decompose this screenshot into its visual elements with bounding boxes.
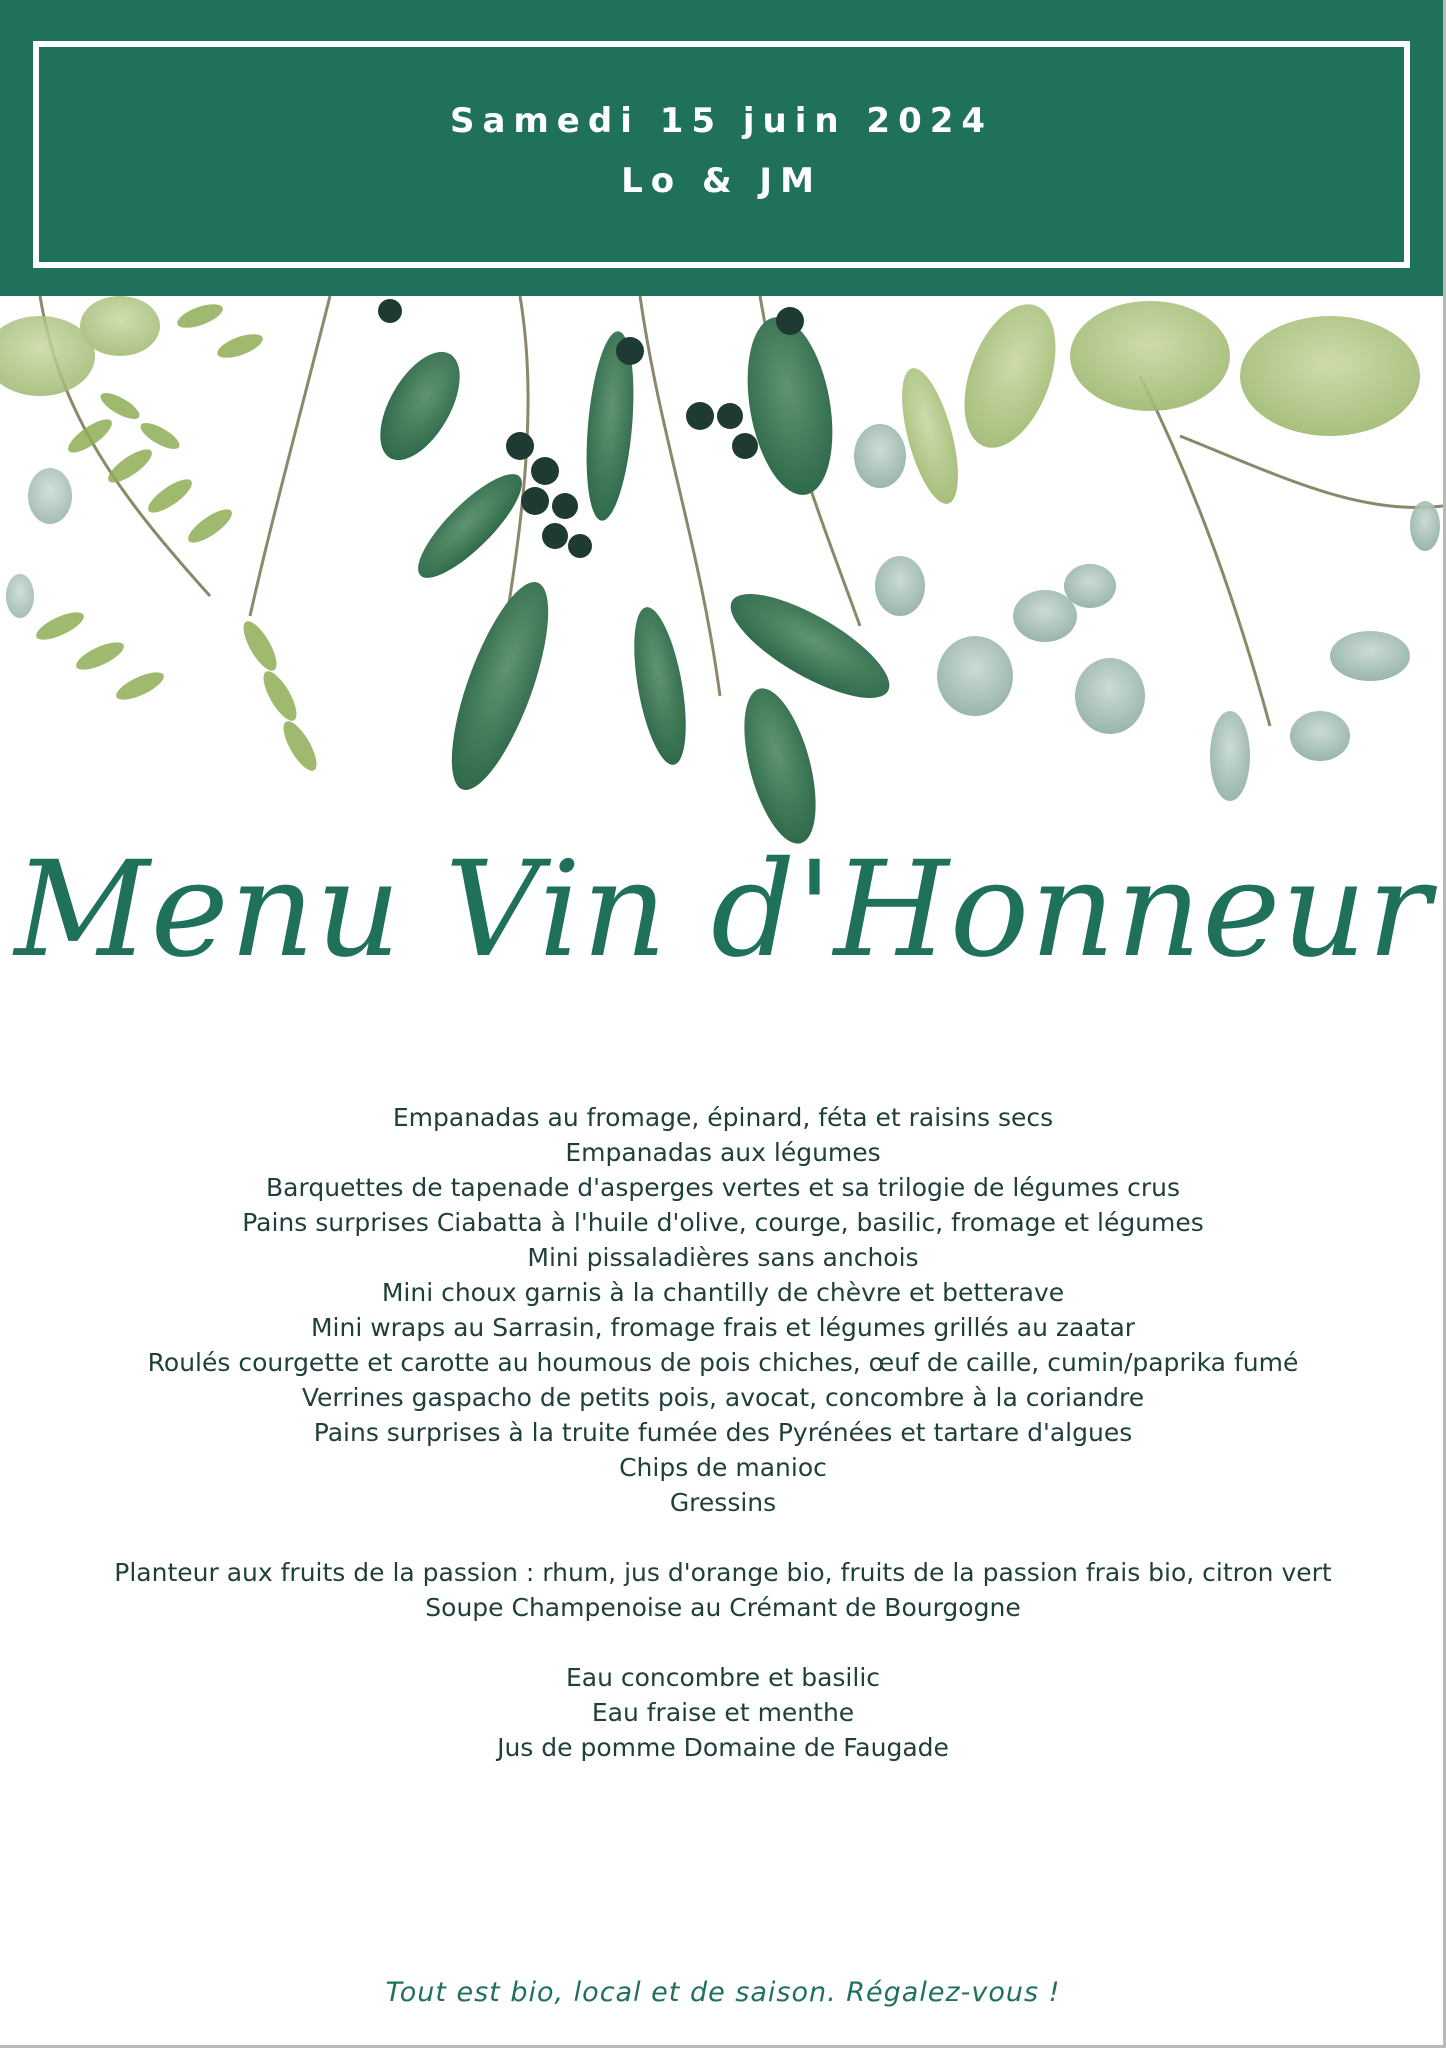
menu-item: Mini wraps au Sarrasin, fromage frais et légumes grillés au zaatar xyxy=(310,1313,1136,1342)
menu-list xyxy=(0,1100,1446,1765)
menu-item: Barquettes de tapenade d'asperges vertes et sa trilogie de légumes crus xyxy=(266,1173,1180,1202)
menu-item: Eau concombre et basilic xyxy=(565,1663,881,1692)
cocktail-items xyxy=(0,1555,1446,1625)
menu-item: Jus de pomme Domaine de Faugade xyxy=(497,1733,949,1762)
menu-item: Planteur aux fruits de la passion : rhum, jus d'orange bio, fruits de la passion frais bio, citron vert xyxy=(114,1558,1332,1587)
menu-item: Gressins xyxy=(669,1488,777,1517)
food-items xyxy=(0,1100,1446,1520)
couple-names: Lo & JM xyxy=(621,161,822,201)
soft-drink-items xyxy=(0,1660,1446,1765)
watercolor-foliage-illustration xyxy=(0,296,1443,856)
menu-item: Soupe Champenoise au Crémant de Bourgogne xyxy=(425,1593,1021,1622)
menu-item: Mini choux garnis à la chantilly de chèvre et betterave xyxy=(381,1278,1065,1307)
footer-note: Tout est bio, local et de saison. Régalez-vous ! xyxy=(385,1977,1061,2008)
header-banner xyxy=(0,0,1443,296)
menu-item: Eau fraise et menthe xyxy=(591,1698,855,1727)
menu-item: Empanadas au fromage, épinard, féta et raisins secs xyxy=(392,1103,1054,1132)
event-date: Samedi 15 juin 2024 xyxy=(449,101,994,141)
menu-item: Mini pissaladières sans anchois xyxy=(527,1243,919,1272)
menu-item: Pains surprises à la truite fumée des Pyrénées et tartare d'algues xyxy=(313,1418,1133,1447)
menu-item: Pains surprises Ciabatta à l'huile d'olive, courge, basilic, fromage et légumes xyxy=(242,1208,1204,1237)
menu-item: Verrines gaspacho de petits pois, avocat, concombre à la coriandre xyxy=(301,1383,1145,1412)
menu-item: Chips de manioc xyxy=(619,1453,827,1482)
menu-item: Roulés courgette et carotte au houmous de pois chiches, œuf de caille, cumin/paprika fumé xyxy=(147,1348,1299,1377)
menu-title: Menu Vin d'Honneur xyxy=(14,833,1432,987)
header-frame xyxy=(33,41,1410,268)
menu-item: Empanadas aux légumes xyxy=(565,1138,881,1167)
